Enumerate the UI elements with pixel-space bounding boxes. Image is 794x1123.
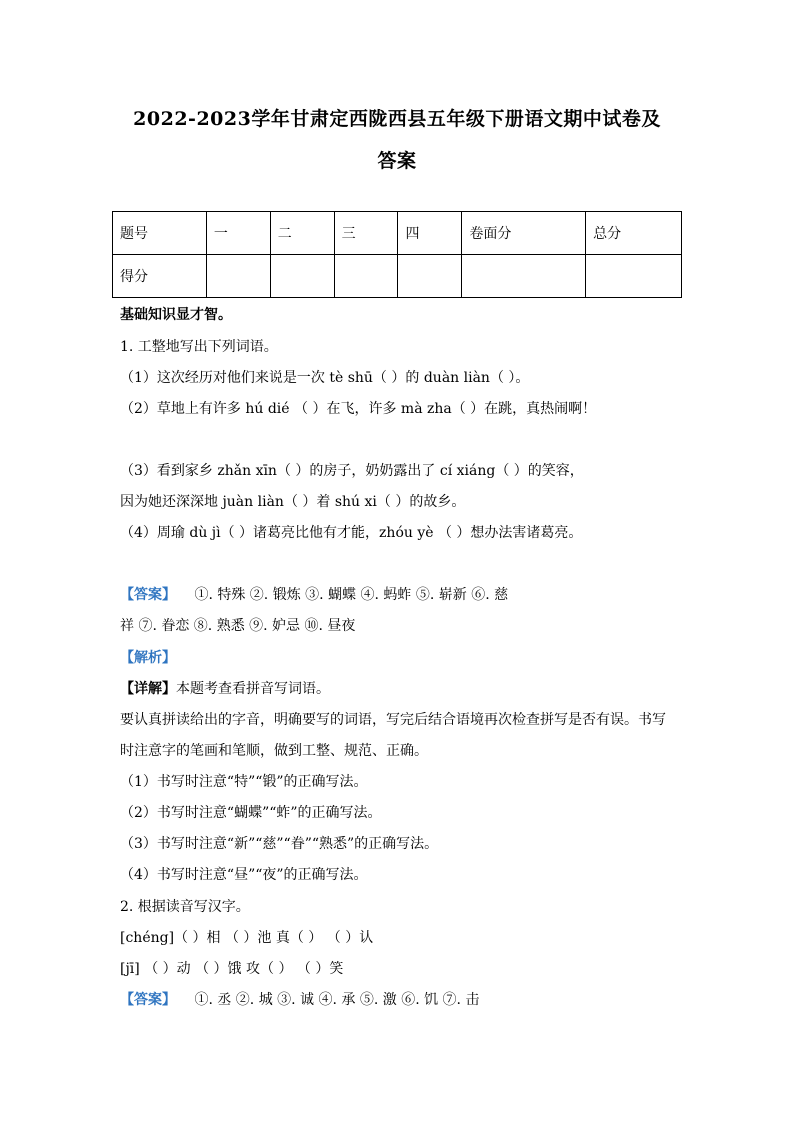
- table-cell: [398, 255, 462, 298]
- question-2-row-2: [jī] （ ）动 （ ）饿 攻（ ） （ ）笑: [120, 961, 344, 977]
- table-cell: 一: [206, 212, 270, 255]
- table-cell: 题号: [113, 212, 207, 255]
- question-2-row-1: [chéng]（ ）相 （ ）池 真（ ） （ ）认: [120, 930, 374, 946]
- table-cell: 总分: [586, 212, 682, 255]
- table-cell: 三: [334, 212, 398, 255]
- table-cell: 四: [398, 212, 462, 255]
- table-cell: [206, 255, 270, 298]
- detail-tag: 【详解】: [120, 681, 176, 697]
- explanation-line1: 要认真拼读给出的字音，明确要写的词语，写完后结合语境再次检查拼写是否有误。书写: [120, 712, 666, 728]
- table-cell: [270, 255, 334, 298]
- answer-tag: 【答案】: [120, 587, 176, 603]
- detail-line: [120, 679, 682, 699]
- document-title-line2: 答案: [377, 150, 417, 172]
- question-1-item-3-line2: 因为她还深深地 juàn liàn（ ）着 shú xi（ ）的故乡。: [120, 494, 466, 510]
- document-title-line1: 2022-2023学年甘肃定西陇西县五年级下册语文期中试卷及: [133, 108, 661, 130]
- table-cell: [462, 255, 586, 298]
- explanation-line2: 时注意字的笔画和笔顺，做到工整、规范、正确。: [120, 743, 428, 759]
- note-4: （4）书写时注意“昼”“夜”的正确写法。: [120, 867, 368, 883]
- question-2-answer: [120, 990, 682, 1010]
- table-cell: 得分: [113, 255, 207, 298]
- note-3: （3）书写时注意“新”“慈”“眷”“熟悉”的正确写法。: [120, 836, 439, 852]
- question-2-prompt: 2. 根据读音写汉字。: [120, 899, 250, 915]
- score-table: [112, 211, 682, 298]
- question-1-item-4: （4）周瑜 dù jì（ ）诸葛亮比他有才能，zhóu yè （ ）想办法害诸葛亮。: [120, 525, 583, 541]
- analysis-tag: 【解析】: [120, 650, 176, 666]
- question-1-answer-line1: [120, 585, 682, 605]
- note-2: （2）书写时注意“蝴蝶”“蚱”的正确写法。: [120, 805, 382, 821]
- note-1: （1）书写时注意“特”“锻”的正确写法。: [120, 774, 368, 790]
- score-table-header-row: [113, 212, 682, 255]
- table-cell: 二: [270, 212, 334, 255]
- question-1-prompt: 1. 工整地写出下列词语。: [120, 339, 278, 355]
- question-1-item-3-line1: （3）看到家乡 zhǎn xīn（ ）的房子，奶奶露出了 cí xiáng（ ）的笑容，: [120, 463, 584, 479]
- score-table-score-row: [113, 255, 682, 298]
- question-1-item-2: （2）草地上有许多 hú dié （ ）在飞，许多 mà zha（ ）在跳，真热闹啊！: [120, 401, 597, 417]
- answer-tag: 【答案】: [120, 992, 176, 1008]
- question-1-answer-line2: 祥 ⑦. 眷恋 ⑧. 熟悉 ⑨. 妒忌 ⑩. 昼夜: [120, 618, 356, 634]
- table-cell: 卷面分: [462, 212, 586, 255]
- answer-text: ①. 丞 ②. 城 ③. 诚 ④. 承 ⑤. 激 ⑥. 饥 ⑦. 击: [194, 992, 480, 1008]
- table-cell: [334, 255, 398, 298]
- detail-text: 本题考查看拼音写词语。: [176, 681, 330, 697]
- table-cell: [586, 255, 682, 298]
- answer-text: ①. 特殊 ②. 锻炼 ③. 蝴蝶 ④. 蚂蚱 ⑤. 崭新 ⑥. 慈: [194, 587, 509, 603]
- section-heading: 基础知识显才智。: [120, 307, 232, 323]
- question-1-item-1: （1）这次经历对他们来说是一次 tè shū（ ）的 duàn liàn（ ）。: [120, 370, 530, 386]
